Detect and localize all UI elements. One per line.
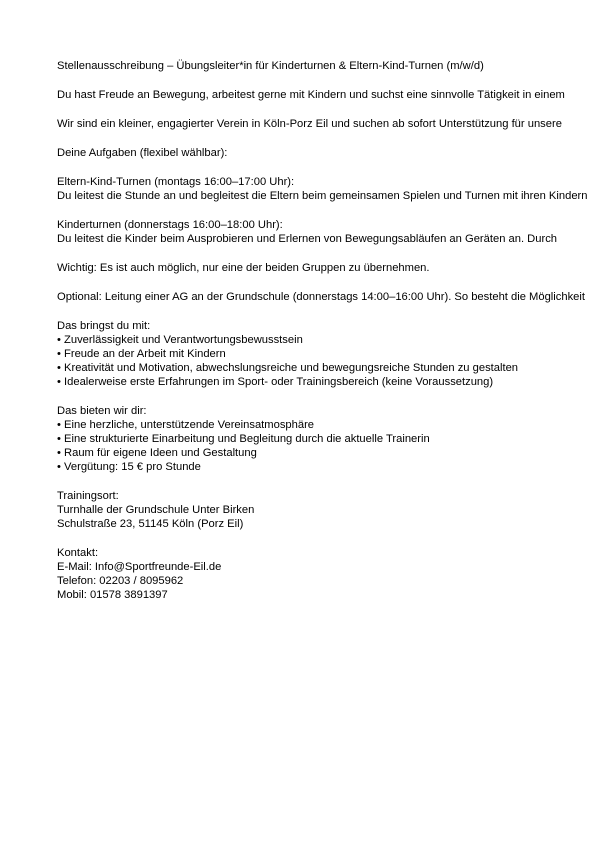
optional-note: Optional: Leitung einer AG an der Grundschule (donnerstags 14:00–16:00 Uhr). So besteht die Möglichkeit xyxy=(57,291,586,303)
offer-item: • Vergütung: 15 € pro Stunde xyxy=(57,461,201,473)
wichtig-note: Wichtig: Es ist auch möglich, nur eine der beiden Gruppen zu übernehmen. xyxy=(57,262,430,274)
requirement-item: • Zuverlässigkeit und Verantwortungsbewusstsein xyxy=(57,334,303,346)
requirements-heading: Das bringst du mit: xyxy=(57,320,151,332)
contact-phone: Telefon: 02203 / 8095962 xyxy=(57,575,184,587)
tasks-heading: Deine Aufgaben (flexibel wählbar): xyxy=(57,147,228,159)
kinderturnen-title: Kinderturnen (donnerstags 16:00–18:00 Uhr): xyxy=(57,219,283,231)
intro-paragraph: Du hast Freude an Bewegung, arbeitest gerne mit Kindern und suchst eine sinnvolle Tätigkeit in einem xyxy=(57,89,565,101)
eltern-kind-title: Eltern-Kind-Turnen (montags 16:00–17:00 Uhr): xyxy=(57,176,295,188)
club-paragraph: Wir sind ein kleiner, engagierter Verein in Köln-Porz Eil und suchen ab sofort Unterstützung für unsere xyxy=(57,118,562,130)
requirement-item: • Idealerweise erste Erfahrungen im Sport- oder Trainingsbereich (keine Voraussetzung) xyxy=(57,376,494,388)
offer-item: • Raum für eigene Ideen und Gestaltung xyxy=(57,447,257,459)
contact-mobile: Mobil: 01578 3891397 xyxy=(57,589,168,601)
eltern-kind-text: Du leitest die Stunde an und begleitest die Eltern beim gemeinsamen Spielen und Turnen mit ihren Kindern xyxy=(57,190,588,202)
offer-heading: Das bieten wir dir: xyxy=(57,405,147,417)
location-heading: Trainingsort: xyxy=(57,490,119,502)
contact-heading: Kontakt: xyxy=(57,547,99,559)
location-address: Schulstraße 23, 51145 Köln (Porz Eil) xyxy=(57,518,244,530)
offer-item: • Eine strukturierte Einarbeitung und Begleitung durch die aktuelle Trainerin xyxy=(57,433,430,445)
requirement-item: • Kreativität und Motivation, abwechslungsreiche und bewegungsreiche Stunden zu gestalten xyxy=(57,362,519,374)
contact-email: E-Mail: Info@Sportfreunde-Eil.de xyxy=(57,561,222,573)
requirement-item: • Freude an der Arbeit mit Kindern xyxy=(57,348,226,360)
location-name: Turnhalle der Grundschule Unter Birken xyxy=(57,504,255,516)
document-body xyxy=(57,59,595,602)
job-title: Stellenausschreibung – Übungsleiter*in für Kinderturnen & Eltern-Kind-Turnen (m/w/d) xyxy=(57,60,484,72)
kinderturnen-text: Du leitest die Kinder beim Ausprobieren und Erlernen von Bewegungsabläufen an Geräten an. Durch xyxy=(57,233,558,245)
offer-item: • Eine herzliche, unterstützende Vereinsatmosphäre xyxy=(57,419,315,431)
